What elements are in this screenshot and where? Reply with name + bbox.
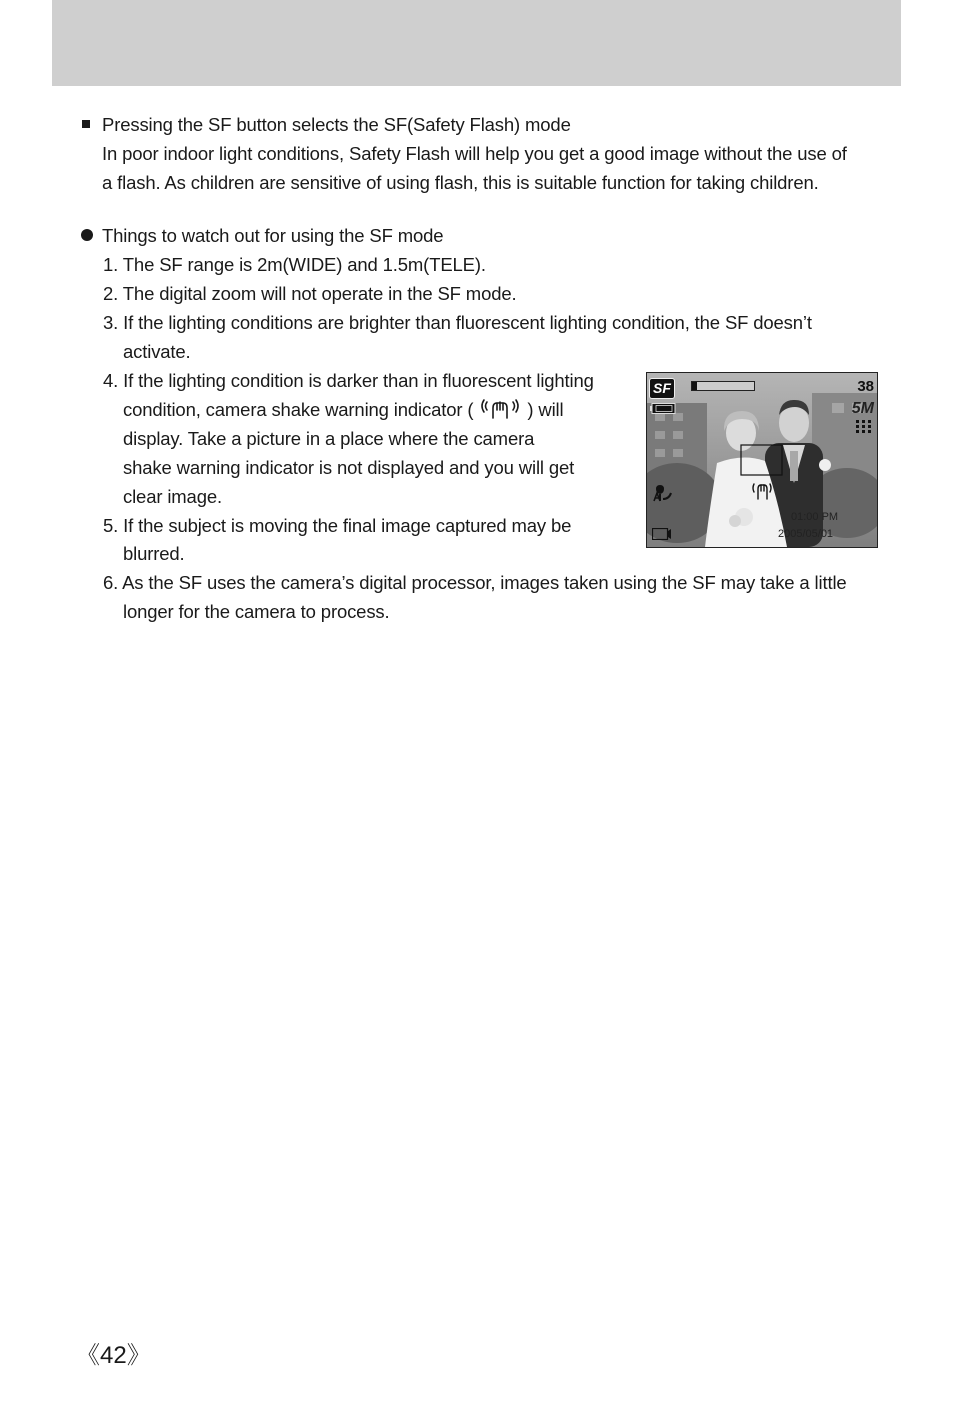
header-bar — [52, 0, 901, 86]
zoom-bar-fill — [692, 382, 697, 390]
intro-line-1: In poor indoor light conditions, Safety Flash will help you get a good image without the use of — [102, 143, 847, 164]
intro-heading: Pressing the SF button selects the SF(Safety Flash) mode — [102, 114, 571, 135]
round-bullet-icon — [81, 229, 93, 241]
watch-item-4-line-2b: ) will — [527, 399, 564, 420]
record-mode-icon — [652, 528, 672, 540]
watch-item-6-line-2: longer for the camera to process. — [123, 601, 390, 622]
sf-mode-badge: SF — [649, 378, 675, 399]
zoom-bar — [691, 381, 755, 391]
page-number: 《42》 — [76, 1342, 151, 1369]
image-size-label: 5M — [851, 400, 874, 417]
auto-macro-icon — [651, 483, 673, 503]
watch-item-4-line-2 — [123, 395, 563, 424]
quality-grid-icon — [855, 419, 875, 435]
lcd-time: 01:00 PM — [791, 511, 839, 523]
watch-item-1: 1. The SF range is 2m(WIDE) and 1.5m(TELE). — [103, 254, 486, 275]
watch-item-3-line-1: 3. If the lighting conditions are brighter than fluorescent lighting condition, the SF doesn’t — [103, 312, 812, 333]
watch-item-4-line-2a: condition, camera shake warning indicator ( — [123, 399, 474, 420]
watch-item-4-line-5: clear image. — [123, 486, 222, 507]
watch-item-6-line-1: 6. As the SF uses the camera’s digital processor, images taken using the SF may take a little — [103, 572, 847, 593]
intro-line-2: a flash. As children are sensitive of using flash, this is suitable function for taking children. — [102, 172, 819, 193]
watch-item-4-line-3: display. Take a picture in a place where the camera — [123, 428, 535, 449]
battery-icon — [650, 403, 676, 414]
wedding-photo-scene — [647, 373, 877, 547]
watch-heading: Things to watch out for using the SF mode — [102, 225, 444, 246]
watch-item-2: 2. The digital zoom will not operate in the SF mode. — [103, 283, 517, 304]
watch-item-4-line-4: shake warning indicator is not displayed and you will get — [123, 457, 575, 478]
watch-item-3-line-2: activate. — [123, 341, 191, 362]
camera-shake-warning-icon — [478, 396, 522, 422]
watch-item-4-line-1: 4. If the lighting condition is darker than in fluorescent lighting — [103, 370, 594, 391]
camera-shake-warning-icon-lcd — [749, 478, 775, 502]
lcd-date: 2005/05/01 — [778, 528, 834, 540]
camera-lcd-preview — [646, 372, 878, 548]
square-bullet-icon — [82, 120, 90, 128]
watch-item-5-line-2: blurred. — [123, 543, 185, 564]
watch-item-5-line-1: 5. If the subject is moving the final image captured may be — [103, 515, 572, 536]
shots-remaining: 38 — [857, 378, 874, 395]
